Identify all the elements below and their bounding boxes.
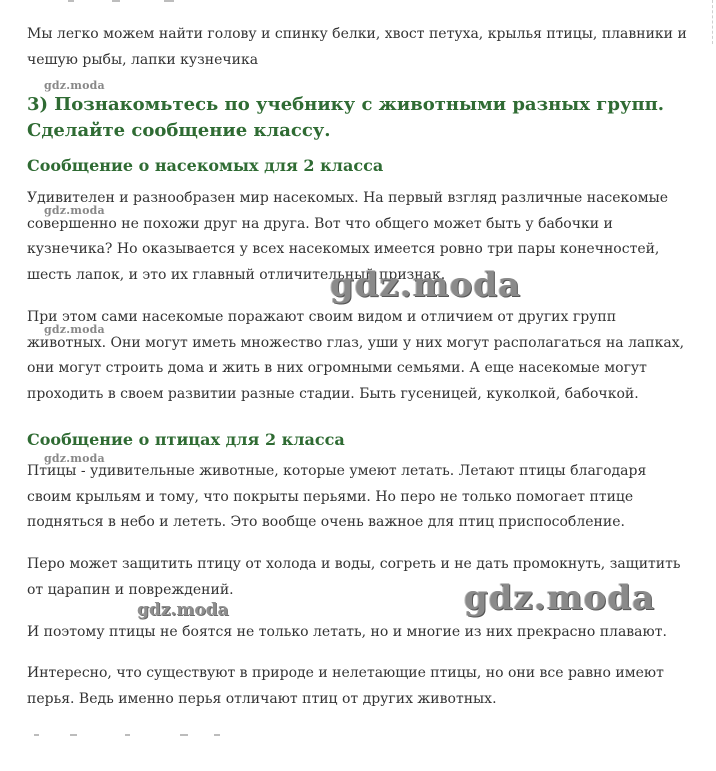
cut-text-fragment-bottom — [30, 728, 230, 742]
watermark-large: gdz.moda — [330, 265, 522, 305]
watermark-medium: gdz.moda — [137, 600, 229, 620]
watermark-small: gdz.moda — [44, 204, 105, 217]
birds-paragraph-1: Птицы - удивительные животные, которые умеют летать. Летают птицы благодаря своим крыльям и тому, что покрыты перьями. Но перо не только помогает птице подняться в небо и лететь. Это вообще очень важное для птиц приспособление. — [27, 463, 647, 530]
insects-paragraph-1: Удивителен и разнообразен мир насекомых. На первый взгляд различные насекомые совершенно не похожи друг на друга. Вот что общего может быть у бабочки и кузнечика? Но оказывается у всех насекомых имеется ровно три пары конечностей, шесть лапок, и это их главный отличительный признак. — [27, 190, 669, 283]
birds-paragraph-3: И поэтому птицы не боятся не только летать, но и многие из них прекрасно плавают. — [27, 624, 667, 640]
watermark-small: gdz.moda — [44, 452, 105, 465]
watermark-small: gdz.moda — [44, 323, 105, 336]
page-edge-rule — [712, 0, 714, 44]
watermark-small: gdz.moda — [44, 79, 105, 92]
intro-paragraph: Мы легко можем найти голову и спинку белки, хвост петуха, крылья птицы, плавники и чешую рыбы, лапки кузнечика — [27, 26, 687, 68]
insects-heading: Сообщение о насекомых для 2 класса — [27, 156, 384, 175]
birds-paragraph-2: Перо может защитить птицу от холода и воды, согреть и не дать промокнуть, защитить от царапин и повреждений. — [27, 556, 681, 598]
birds-heading: Сообщение о птицах для 2 класса — [27, 430, 345, 449]
watermark-large: gdz.moda — [464, 578, 656, 618]
birds-paragraph-4: Интересно, что существуют в природе и нелетающие птицы, но они все равно имеют перья. Ведь именно перья отличают птиц от других животных. — [27, 665, 664, 707]
task-heading: 3) Познакомьтесь по учебнику с животными разных групп. Сделайте сообщение классу. — [27, 94, 665, 141]
cut-text-fragment-top — [68, 0, 188, 4]
insects-paragraph-2: При этом сами насекомые поражают своим видом и отличием от других групп животных. Они могут иметь множество глаз, уши у них могут располагаться на лапках, они могут строить дома и жить в них огромными семьями. А еще насекомые могут проходить в своем развитии разные стадии. Быть гусеницей, куколкой, бабочкой. — [27, 309, 685, 402]
